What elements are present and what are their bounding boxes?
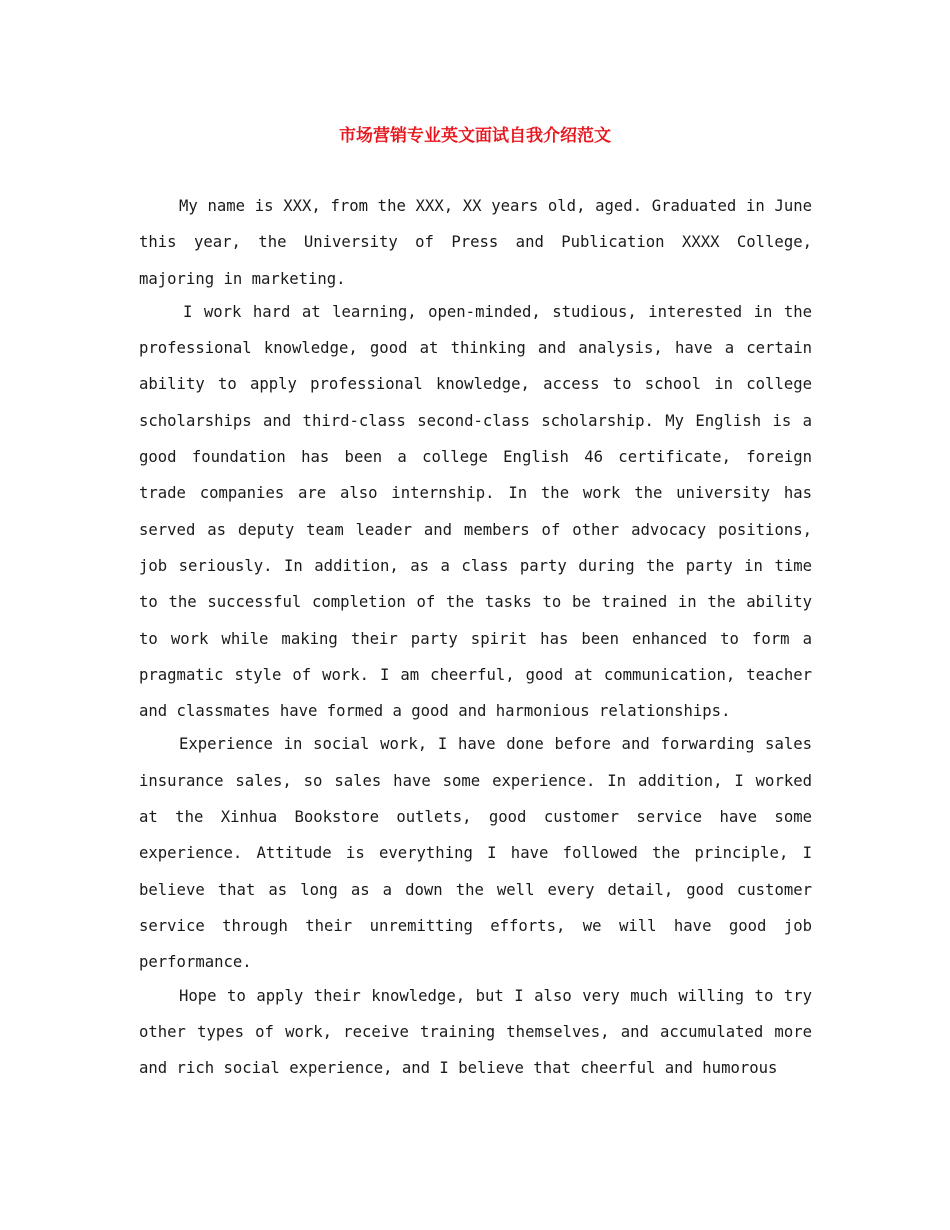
paragraph-introduction: My name is XXX, from the XXX, XX years old, aged. Graduated in June this year, the University of Press and Publication XXXX College, majoring in marketing. [139,197,812,288]
document-body [139,188,812,1086]
paragraph-aspirations: Hope to apply their knowledge, but I also very much willing to try other types of work, receive training themselves, and accumulated more and rich social experience, and I believe that cheerful and humorous [139,986,812,1078]
paragraph-social-experience: Experience in social work, I have done before and forwarding sales insurance sales, so sales have some experience. In addition, I worked at the Xinhua Bookstore outlets, good customer service have some experience. Attitude is everything I have followed the principle, I believe that as long as a down the well every detail, good customer service through their unremitting efforts, we will have good job performance. [139,735,812,972]
paragraph-study-and-work: I work hard at learning, open-minded, studious, interested in the professional knowledge, good at thinking and analysis, have a certain ability to apply professional knowledge, access to school in college scholarships and third-class second-class scholarship. My English is a good foundation has been a college English 46 certificate, foreign trade companies are also internship. In the work the university has served as deputy team leader and members of other advocacy positions, job seriously. In addition, as a class party during the party in time to the successful completion of the tasks to be trained in the ability to work while making their party spirit has been enhanced to form a pragmatic style of work. I am cheerful, good at communication, teacher and classmates have formed a good and harmonious relationships. [139,302,812,721]
document-title: 市场营销专业英文面试自我介绍范文 [339,126,611,146]
